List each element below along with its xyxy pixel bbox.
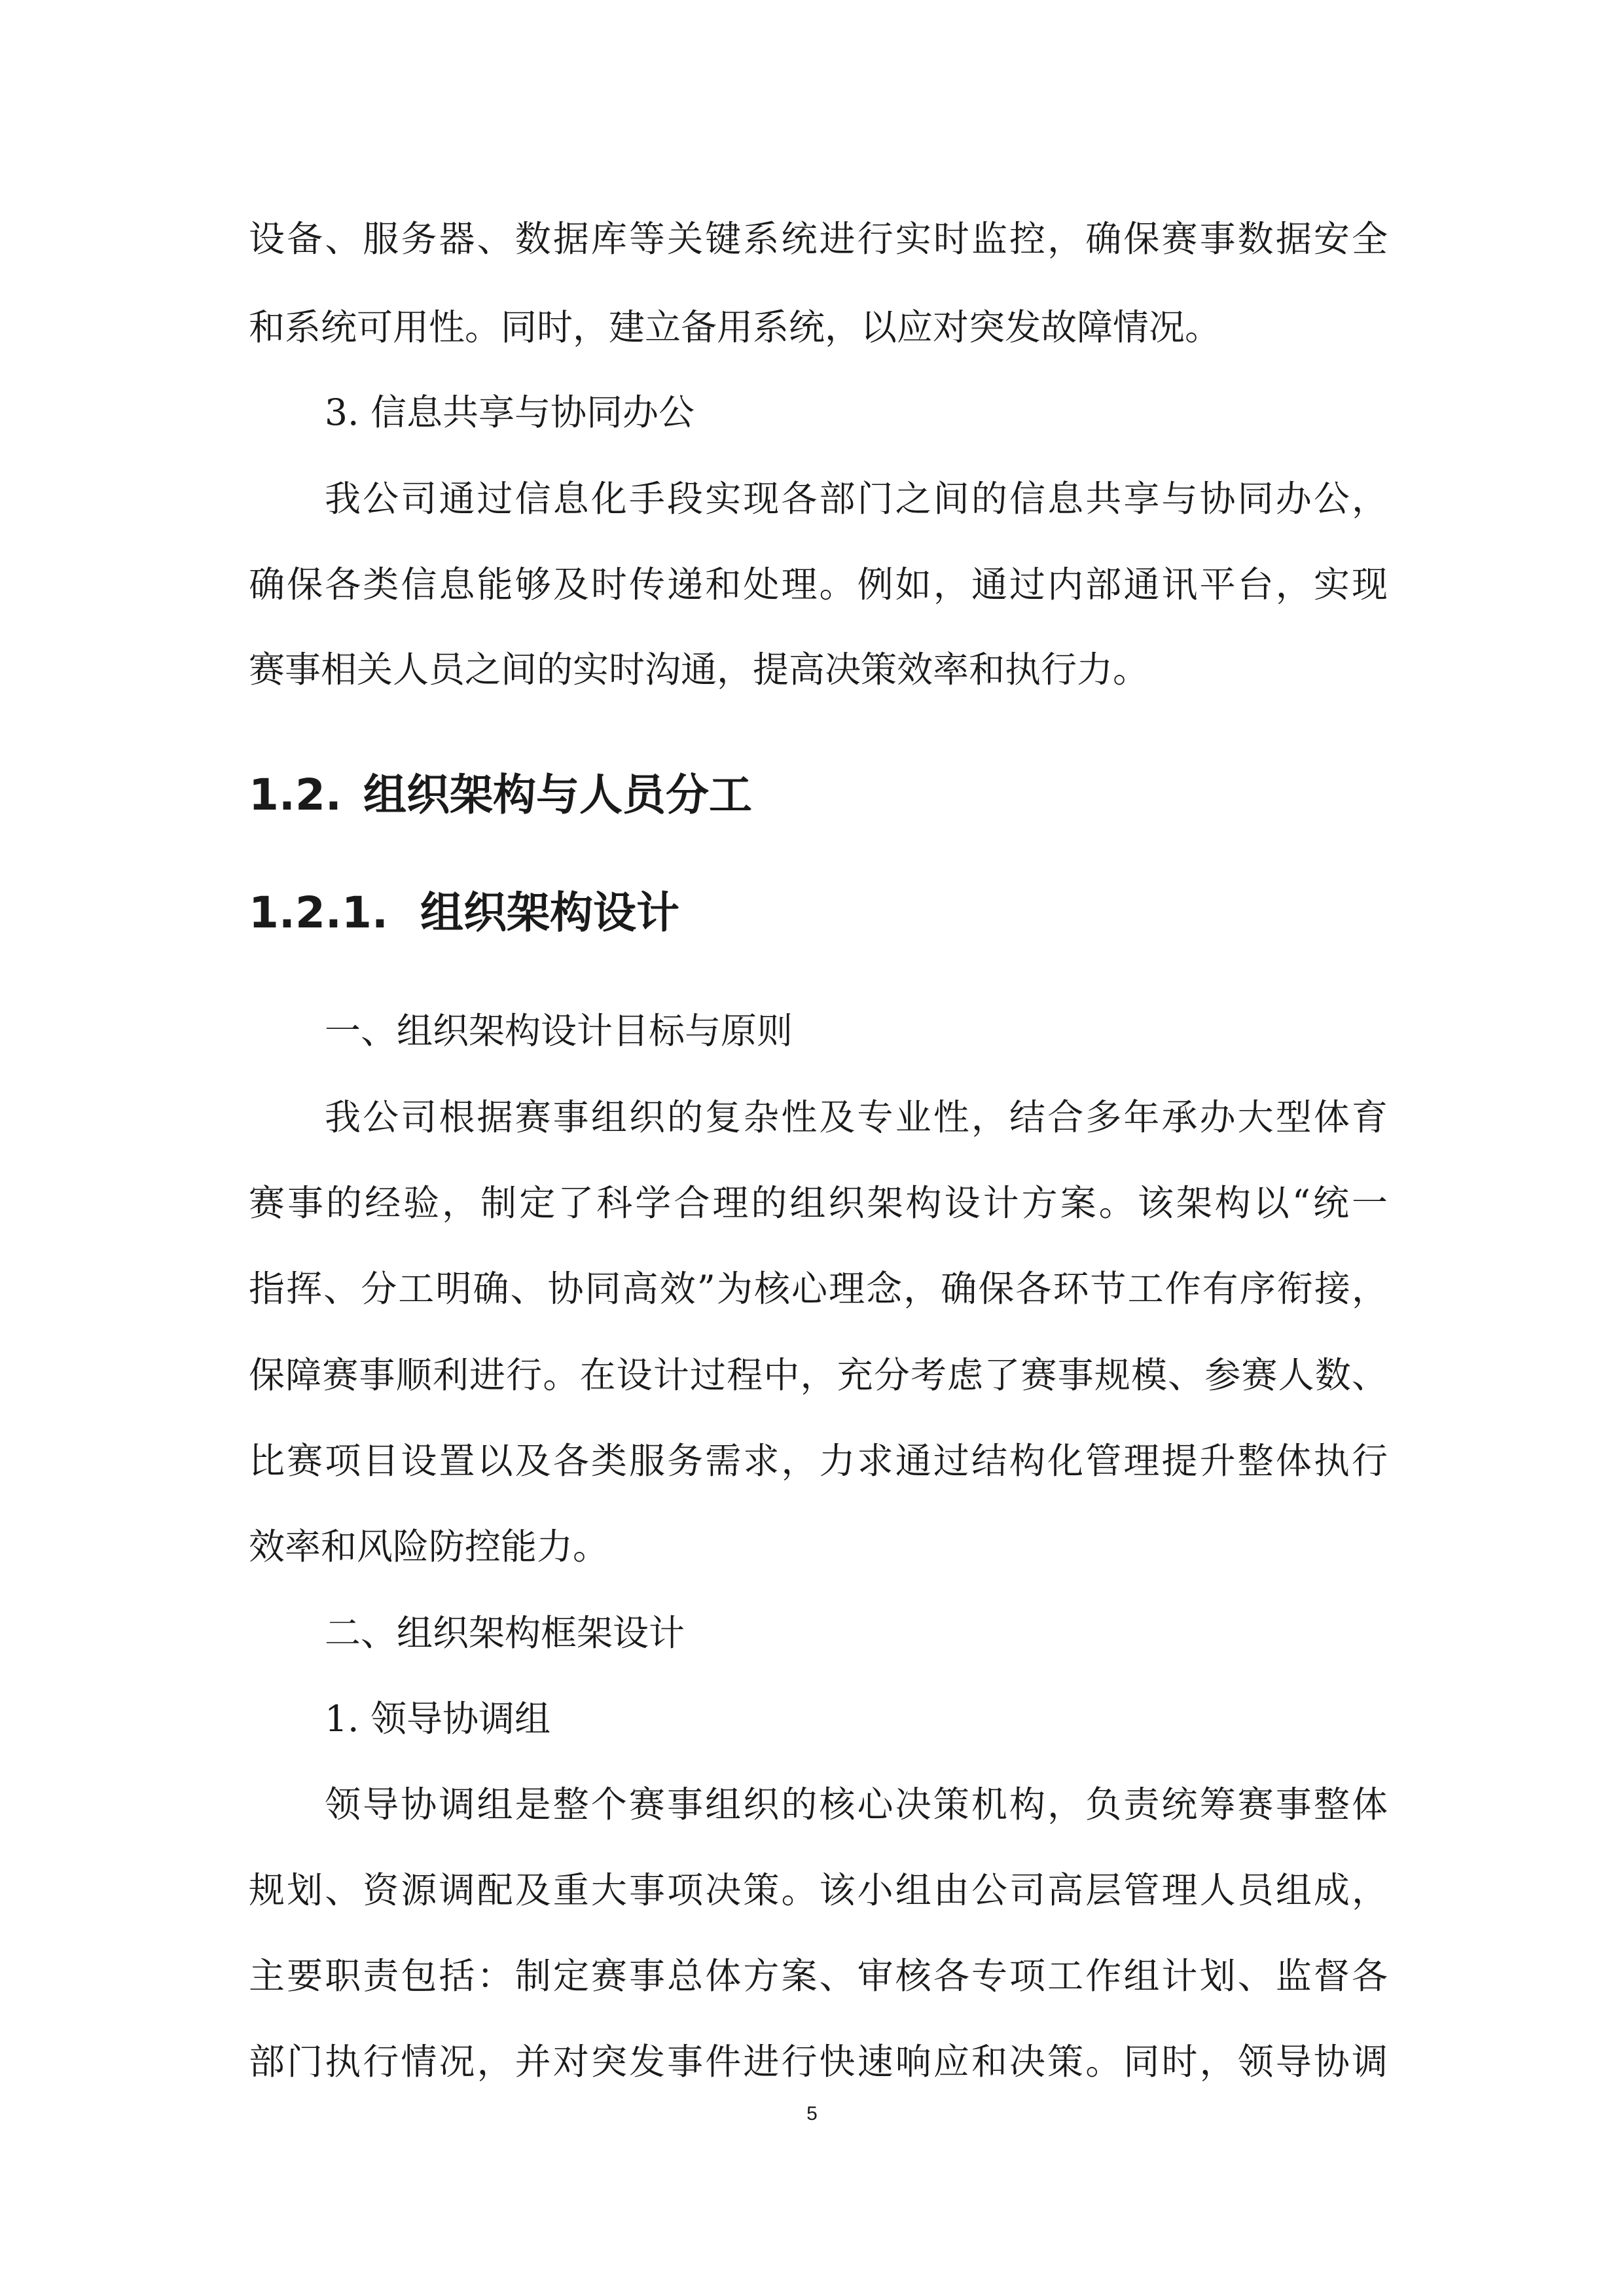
page-number: 5 [806, 2103, 818, 2125]
section-number: 1.2. [249, 770, 342, 820]
subsection-heading [249, 884, 679, 942]
list-item-title: 1. 领导协调组 [325, 1698, 550, 1740]
paragraph-line: 确保各类信息能够及时传递和处理。例如，通过内部通讯平台，实现 [249, 564, 1388, 605]
paragraph-line: 赛事相关人员之间的实时沟通，提高决策效率和执行力。 [249, 649, 1149, 691]
paragraph-line: 指挥、分工明确、协同高效”为核心理念，确保各环节工作有序衔接， [249, 1268, 1388, 1310]
subsection-title: 组织架构设计 [420, 888, 679, 938]
paragraph-line: 我公司通过信息化手段实现各部门之间的信息共享与协同办公， [325, 478, 1388, 520]
list-item-title: 二、组织架构框架设计 [325, 1612, 685, 1654]
paragraph-line: 效率和风险防控能力。 [249, 1526, 609, 1568]
paragraph-line: 比赛项目设置以及各类服务需求，力求通过结构化管理提升整体执行 [249, 1440, 1388, 1482]
paragraph-line: 部门执行情况，并对突发事件进行快速响应和决策。同时，领导协调 [249, 2041, 1388, 2083]
paragraph-line: 保障赛事顺利进行。在设计过程中，充分考虑了赛事规模、参赛人数、 [249, 1354, 1388, 1396]
paragraph-line: 设备、服务器、数据库等关键系统进行实时监控，确保赛事数据安全 [249, 218, 1388, 260]
subsection-number: 1.2.1. [249, 888, 388, 938]
paragraph-line: 和系统可用性。同时，建立备用系统，以应对突发故障情况。 [249, 306, 1221, 348]
list-item-title: 一、组织架构设计目标与原则 [325, 1010, 793, 1052]
paragraph-line: 我公司根据赛事组织的复杂性及专业性，结合多年承办大型体育 [325, 1096, 1388, 1138]
section-heading [249, 766, 752, 825]
paragraph-line: 规划、资源调配及重大事项决策。该小组由公司高层管理人员组成， [249, 1869, 1388, 1911]
list-item-title: 3. 信息共享与协同办公 [325, 391, 695, 433]
paragraph-line: 主要职责包括：制定赛事总体方案、审核各专项工作组计划、监督各 [249, 1955, 1388, 1997]
paragraph-line: 赛事的经验，制定了科学合理的组织架构设计方案。该架构以“统一 [249, 1182, 1388, 1224]
section-title: 组织架构与人员分工 [363, 770, 752, 820]
paragraph-line: 领导协调组是整个赛事组织的核心决策机构，负责统筹赛事整体 [325, 1784, 1388, 1825]
